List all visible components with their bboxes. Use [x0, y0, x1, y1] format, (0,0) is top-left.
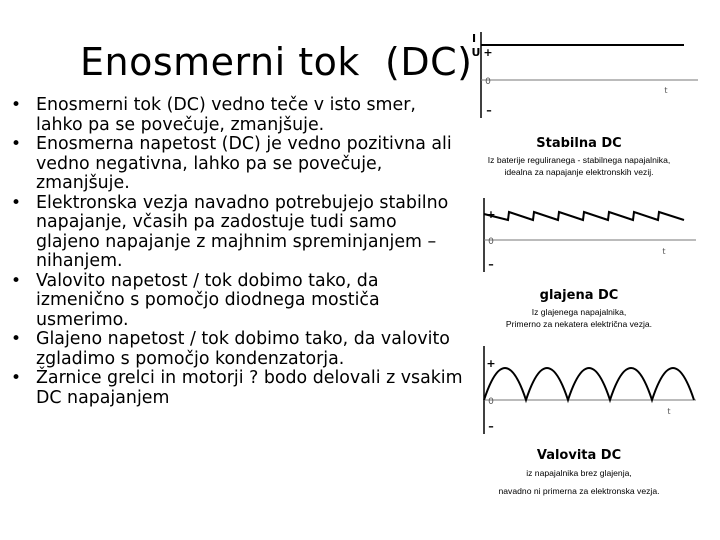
axis-label-plus: +	[486, 208, 496, 221]
caption-line: Iz baterije reguliranega - stabilnega napajalnika,	[487, 155, 671, 165]
bullet-item: • Valovito napetost / tok dobimo tako, da izmenično s pomočjo diodnega mostiča usmerimo.	[8, 272, 463, 331]
axis-label-zero: 0	[485, 77, 491, 87]
stable-dc-caption	[448, 136, 710, 178]
axis-label-zero: 0	[488, 237, 494, 247]
caption-line: navadno ni primerna za elektronska vezja.	[498, 486, 660, 496]
pulsating-dc-graph	[474, 342, 700, 440]
smoothed-waveform	[484, 212, 684, 220]
axis-label-i: I	[471, 32, 477, 45]
bullet-item: • Glajeno napetost / tok dobimo tako, da valovito zgladimo s pomočjo kondenzatorja.	[8, 330, 463, 369]
axis-label-minus: –	[486, 104, 492, 117]
caption-line: idealna za napajanje elektronskih vezij.	[504, 167, 654, 177]
caption-title: Stabilna DC	[536, 136, 622, 151]
slide-title: Enosmerni tok (DC)	[80, 40, 473, 84]
caption-title: glajena DC	[539, 288, 619, 303]
smoothed-dc-graph	[474, 194, 700, 280]
axis-label-t: t	[667, 407, 671, 416]
bullet-list	[8, 96, 463, 408]
caption-line: Primerno za nekatera električna vezja.	[505, 319, 653, 329]
axis-label-t: t	[662, 247, 666, 256]
caption-title: Valovita DC	[536, 448, 622, 463]
bullet-item: • Enosmerna napetost (DC) je vedno pozitivna ali vedno negativna, lahko pa se povečuje, zmanjšuje.	[8, 135, 463, 194]
axis-label-plus: +	[483, 46, 493, 59]
axis-label-minus: –	[488, 420, 494, 433]
caption-line: Iz glajenega napajalnika,	[531, 307, 627, 317]
smoothed-dc-caption	[448, 288, 710, 330]
bullet-item: • Enosmerni tok (DC) vedno teče v isto smer, lahko pa se povečuje, zmanjšuje.	[8, 96, 463, 135]
axis-label-plus: +	[486, 357, 496, 370]
pulsating-dc-caption	[448, 448, 710, 497]
axis-label-minus: –	[488, 258, 494, 271]
pulsating-waveform	[484, 368, 694, 400]
stable-dc-graph	[468, 28, 700, 128]
caption-line: iz napajalnika brez glajenja,	[526, 468, 632, 478]
bullet-item: • Žarnice grelci in motorji ? bodo delovali z vsakim DC napajanjem	[8, 369, 463, 408]
bullet-item: • Elektronska vezja navadno potrebujejo stabilno napajanje, včasih pa zadostuje tudi samo glajeno napajanje z majhnim spreminjanjem – nihanjem.	[8, 194, 463, 272]
axis-label-t: t	[664, 86, 668, 95]
axis-label-zero: 0	[488, 397, 494, 407]
axis-label-u: U	[471, 46, 481, 59]
